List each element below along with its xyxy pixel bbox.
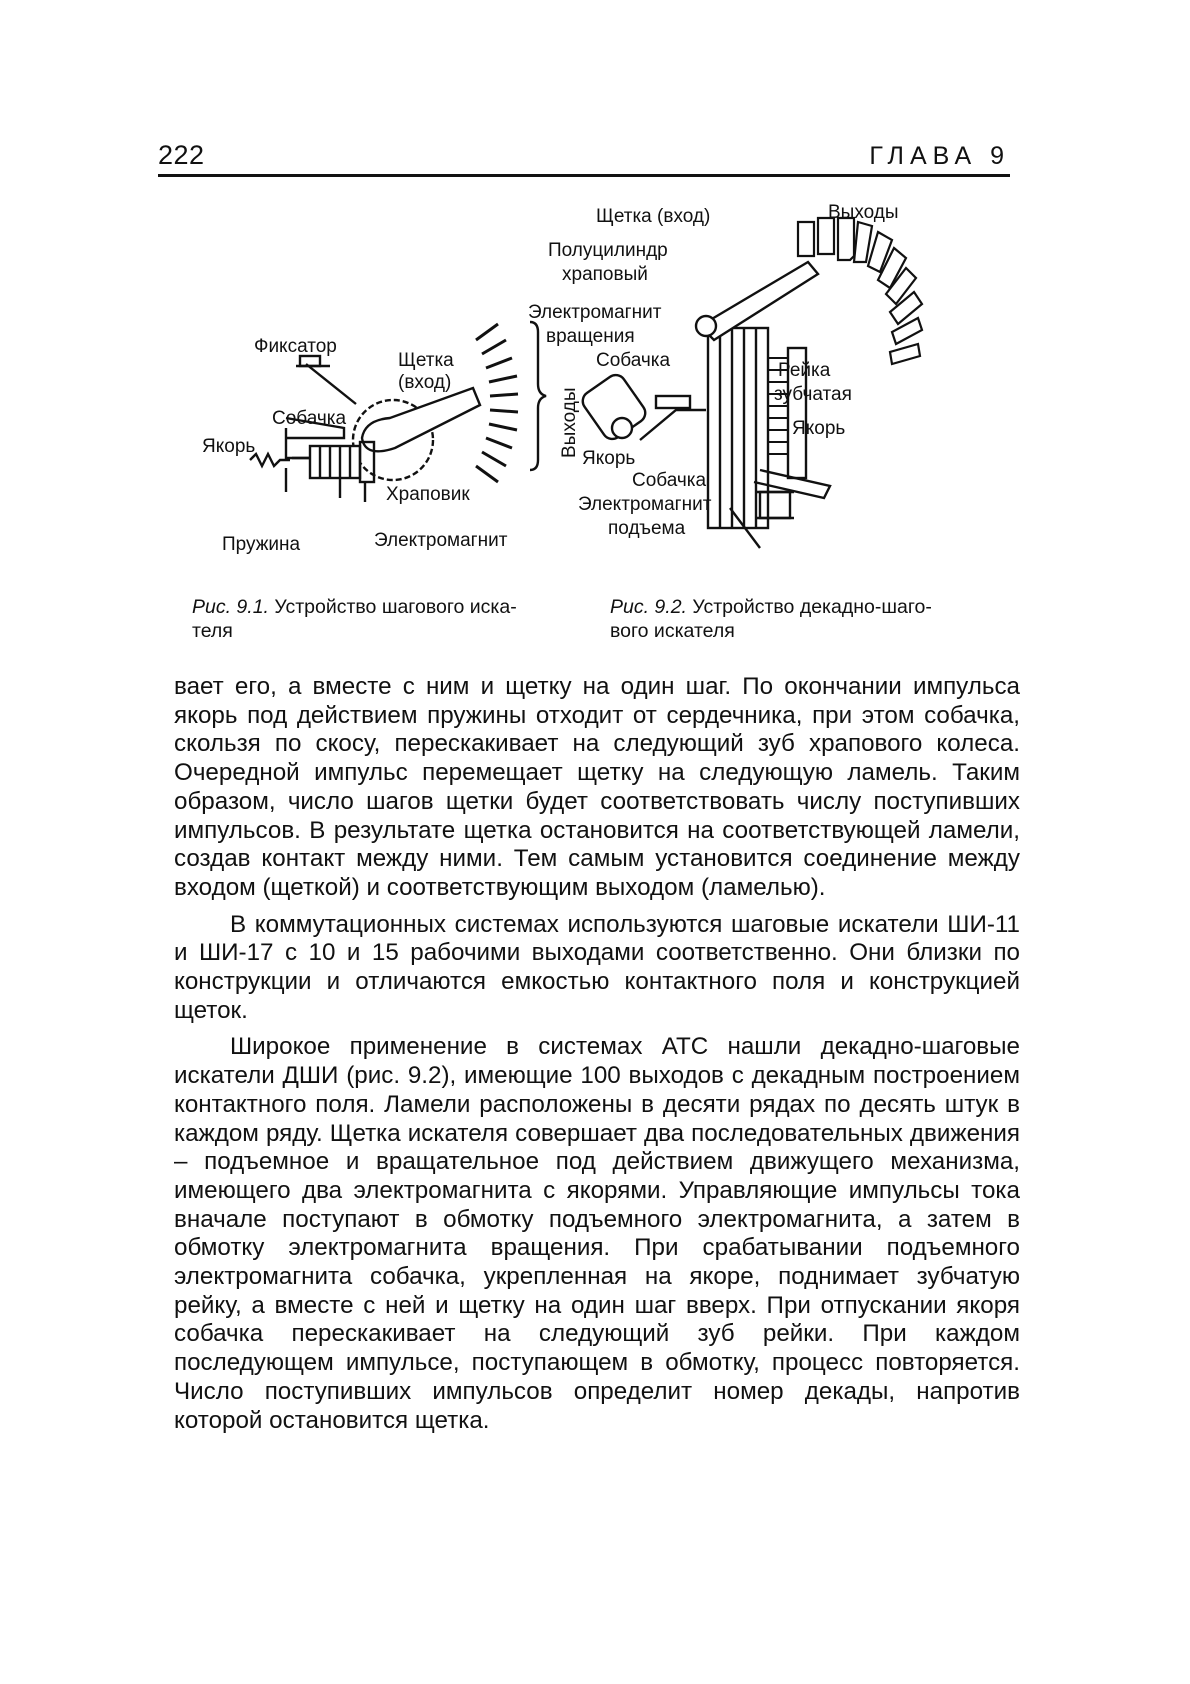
figure-9-1-caption-text: Устройство шагового иска- <box>268 596 517 618</box>
label-polutsilindr: Полуцилиндр <box>548 240 668 261</box>
label-podema: подъема <box>608 518 686 539</box>
paragraph-2: В коммутационных системах используются шаговые искатели ШИ-11 и ШИ-17 с 10 и 15 рабочими выходами соответственно. Они близки по конструкции и отличаются емкостью контактного поля и конструкцией щеток. <box>174 910 1020 1024</box>
figure-9-2-caption-text-2: вого искателя <box>610 620 735 642</box>
figure-9-1-caption <box>192 595 582 643</box>
label-pruzhina: Пружина <box>222 534 301 555</box>
paragraph-3: Широкое применение в системах АТС нашли декадно-шаговые искатели ДШИ (рис. 9.2), имеющие 100 выходов с декадным построением контактного поля. Ламели расположены в десяти рядах по десять штук в каждом ряду. Щетка искателя совершает два последовательных движения – подъемное и вращательное под действием движущего механизма, имеющего два электромагнита с якорями. Управляющие импульсы тока вначале поступают в обмотку подъемного электромагнита, а затем в обмотку электромагнита вращения. При срабатывании подъемного электромагнита собачка, укрепленная на якоре, поднимает зубчатую рейку, а вместе с ней и щетку на один шаг вверх. При отпускании якоря собачка перескакивает на следующий зуб рейки. При каждом последующем импульсе, поступающем в обмотку, процесс повторяется. Число поступивших импульсов определит номер декады, напротив которой остановится щетка. <box>174 1033 1020 1434</box>
label-zubchataya: зубчатая <box>774 384 852 405</box>
body-text <box>174 673 1020 1443</box>
figure-9-1-caption-text-2: теля <box>192 620 233 642</box>
label-elektromagnit-vrashcheniya: Электромагнит <box>528 302 662 323</box>
figure-9-1-caption-number: Рис. 9.1. <box>192 596 269 618</box>
label-yakor: Якорь <box>202 436 256 457</box>
chapter-title: ГЛАВА 9 <box>869 142 1010 170</box>
label-sobachka-top: Собачка <box>596 350 671 371</box>
label-vykhody: Выходы <box>828 202 899 223</box>
paragraph-1: вает его, а вместе с ним и щетку на один шаг. По окончании импульса якорь под действием пружины отходит от сердечника, при этом собачка, скользя по скосу, перескакивает на следующий зуб храпового колеса. Очередной импульс перемещает щетку на следующую ламель. Таким образом, число шагов щетки будет соответствовать числу поступивших импульсов. В результате щетка остановится на соответствующей ламели, создав контакт между ними. Тем самым установится соединение между входом (щеткой) и соответствующим выходом (ламелью). <box>174 673 1020 901</box>
label-khrapovyi: храповый <box>562 264 648 285</box>
label-shchetka: Щетка <box>398 350 454 371</box>
figure-9-2 <box>528 202 1010 586</box>
label-elektromagnit-podema: Электромагнит <box>578 494 712 515</box>
figure-9-2-caption-number: Рис. 9.2. <box>610 596 687 618</box>
page-header <box>158 140 1010 177</box>
label-sobachka: Собачка <box>272 408 347 429</box>
page-number: 222 <box>158 140 205 170</box>
figure-9-1 <box>190 318 590 578</box>
label-vykhody: Выходы <box>559 387 580 458</box>
figure-9-2-caption <box>610 595 1010 643</box>
label-fiksator: Фиксатор <box>254 336 337 357</box>
label-shchetka-vkhod: Щетка (вход) <box>596 206 711 227</box>
label-sobachka-bottom: Собачка <box>632 470 707 491</box>
label-yakor-right: Якорь <box>792 418 846 439</box>
label-yakor-left: Якорь <box>582 448 636 469</box>
figure-9-2-drawing <box>528 202 1010 586</box>
label-khrapovik: Храповик <box>386 484 470 505</box>
label-vkhod: (вход) <box>398 372 452 393</box>
label-vrashcheniya: вращения <box>546 326 635 347</box>
figure-9-2-caption-text: Устройство декадно-шаго- <box>686 596 932 618</box>
figure-9-1-drawing <box>190 318 590 578</box>
label-elektromagnit: Электромагнит <box>374 530 508 551</box>
label-reika: Рейка <box>778 360 831 381</box>
